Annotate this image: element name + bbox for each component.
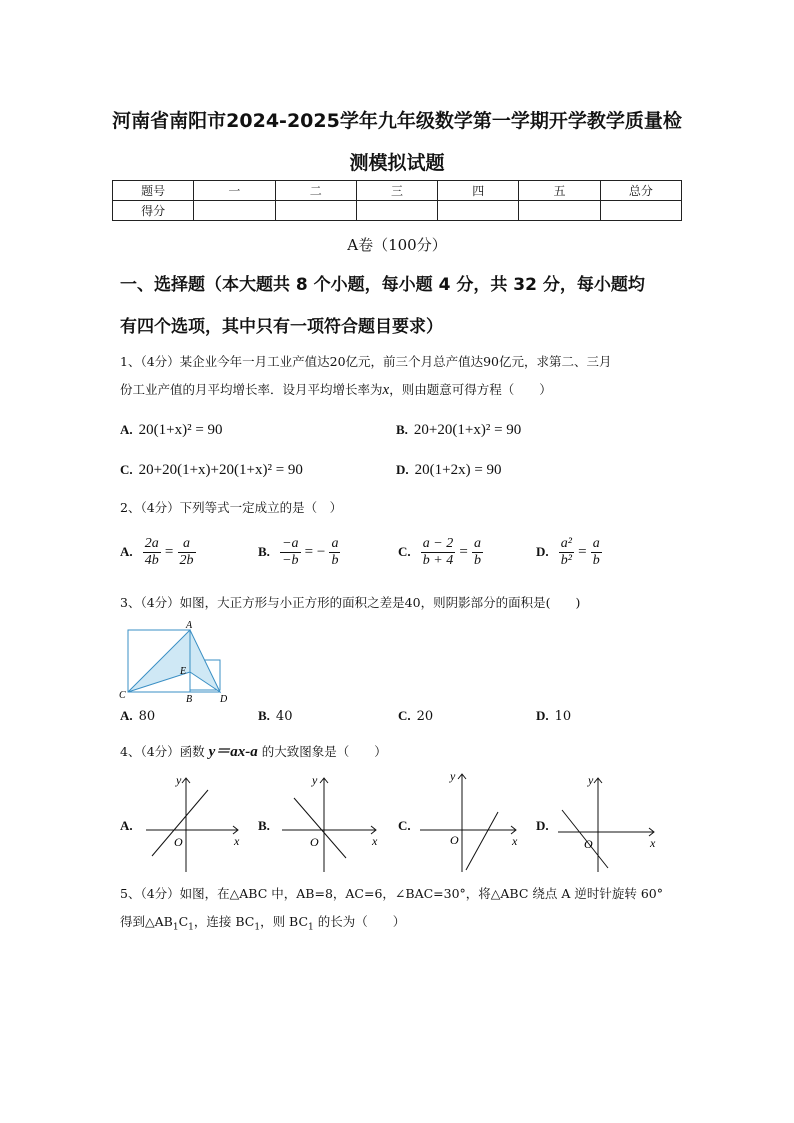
option-value: 40: [275, 709, 293, 724]
y-axis-label: y: [450, 769, 456, 783]
question-1: [120, 348, 680, 404]
numerator: a − 2: [422, 536, 454, 551]
shaded-region-left: [128, 630, 190, 692]
question-1-text-end: ，则由题意可得方程（ ）: [389, 382, 552, 397]
score-input-cell[interactable]: [194, 201, 275, 221]
denominator: 2b: [179, 553, 194, 568]
question-1-text: 份工业产值的月平均增长率．设月平均增长率为: [120, 382, 383, 397]
question-5-text-line1: 5、（4分）如图，在△ABC 中，AB=8，AC=6，∠BAC=30°，将△ABC 绕点 A 逆时针旋转 60°: [120, 886, 663, 901]
score-input-cell[interactable]: [356, 201, 437, 221]
fraction: [559, 536, 574, 569]
fraction: [329, 536, 340, 569]
option-label: A.: [120, 422, 133, 437]
q3-option-a[interactable]: [120, 708, 155, 724]
section-heading-line1: 一、选择题（本大题共 8 个小题，每小题 4 分，共 32 分，每小题均: [120, 275, 645, 295]
option-label: D.: [536, 708, 549, 723]
option-label: C.: [398, 544, 411, 559]
q4-option-a[interactable]: [120, 818, 139, 834]
y-axis-label: y: [588, 773, 594, 787]
x-axis-label: x: [234, 834, 240, 848]
question-5: [120, 880, 680, 942]
question-4-text: 4、（4分）函数: [120, 744, 205, 759]
q5-part: 的长为（ ）: [313, 914, 406, 929]
question-1-text-line2: [120, 376, 680, 404]
question-1-text-line1: 1、（4分）某企业今年一月工业产值达20亿元，前三个月总产值达90亿元，求第二、三月: [120, 354, 612, 369]
question-2-text: 2、（4分）下列等式一定成立的是（ ）: [120, 500, 343, 515]
score-table-score-row: [113, 201, 682, 221]
option-expr: 20+20(1+x)+20(1+x)² = 90: [138, 462, 303, 478]
question-4-text-end: 的大致图象是（ ）: [261, 744, 387, 759]
point-label-b: B: [186, 694, 193, 704]
function-line: [294, 798, 346, 858]
question-3-text: 3、（4分）如图，大正方形与小正方形的面积之差是40，则阴影部分的面积是( ): [120, 595, 581, 610]
score-cell: 一: [194, 181, 275, 201]
option-label: B.: [396, 422, 408, 437]
score-input-cell[interactable]: [600, 201, 681, 221]
point-label-d: D: [220, 694, 228, 704]
option-label: D.: [536, 818, 549, 833]
shaded-region-right: [190, 630, 220, 692]
score-cell: 五: [519, 181, 600, 201]
denominator: b: [473, 553, 481, 568]
option-label: A.: [120, 708, 133, 723]
y-axis-label: y: [312, 773, 318, 787]
origin-label: O: [584, 837, 593, 851]
option-label: B.: [258, 708, 270, 723]
point-label-c: C: [119, 690, 126, 701]
numerator: a²: [560, 536, 572, 551]
variable-x: x: [382, 382, 390, 398]
q3-option-d[interactable]: [536, 708, 571, 724]
q1-option-c[interactable]: [120, 462, 303, 479]
score-cell: 三: [356, 181, 437, 201]
score-cell: 二: [275, 181, 356, 201]
q1-option-a[interactable]: [120, 422, 223, 439]
option-value: 80: [138, 709, 156, 724]
score-cell: 总分: [600, 181, 681, 201]
x-axis-label: x: [650, 836, 656, 850]
option-expr: 20(1+x)² = 90: [138, 422, 223, 438]
point-label-a: A: [186, 620, 193, 631]
q3-squares-figure: [118, 618, 236, 704]
function-line: [466, 812, 498, 870]
q2-option-b[interactable]: B. $\frac{-a}{-b}$ = − $\frac{a}{b}$: [258, 536, 339, 568]
option-label: A.: [120, 818, 133, 833]
numerator: a: [331, 536, 339, 551]
numerator: a: [473, 536, 481, 551]
q3-option-b[interactable]: [258, 708, 292, 724]
option-label: B.: [258, 544, 270, 559]
numerator: a: [592, 536, 600, 551]
option-label: A.: [120, 544, 133, 559]
q2-option-c[interactable]: C. $\frac{a - 2}{b + 4}$ = $\frac{a}{b}$: [398, 536, 481, 568]
x-axis-label: x: [512, 834, 518, 848]
numerator: −a: [282, 536, 299, 551]
option-label: C.: [398, 818, 411, 833]
denominator: b: [331, 553, 339, 568]
y-axis-label: y: [176, 773, 182, 787]
section-heading-line2: 有四个选项，其中只有一项符合题目要求）: [120, 317, 443, 337]
subscript: 1: [188, 922, 194, 933]
numerator: a: [178, 536, 196, 553]
score-table-header-row: [113, 181, 682, 201]
q5-part: C: [178, 914, 189, 929]
function-expression: y＝ax-a: [208, 744, 258, 760]
q4-graph-d: [554, 770, 664, 876]
q4-graph-b: [276, 770, 386, 876]
q5-part: ，连接 BC: [193, 914, 255, 929]
score-cell: 四: [438, 181, 519, 201]
q4-graph-a: [138, 770, 248, 876]
q4-option-c[interactable]: [398, 818, 417, 834]
option-expr: 20+20(1+x)² = 90: [413, 422, 522, 438]
denominator: b + 4: [422, 553, 454, 568]
option-expr: 20(1+2x) = 90: [414, 462, 502, 478]
q5-part: 得到△AB: [120, 914, 173, 929]
score-input-cell[interactable]: [519, 201, 600, 221]
origin-label: O: [174, 835, 183, 849]
fraction: [280, 536, 300, 569]
denominator: b²: [560, 553, 572, 568]
denominator: b: [592, 553, 600, 568]
page-title-line1: 河南省南阳市2024-2025学年九年级数学第一学期开学教学质量检: [112, 110, 682, 132]
point-label-e: E: [180, 666, 187, 677]
q1-option-d[interactable]: [396, 462, 502, 479]
q2-option-d[interactable]: D. $\frac{\text{a²}}{\text{b²}}$ = $\frac{a}{b}$: [536, 536, 600, 568]
denominator: −b: [282, 553, 299, 568]
option-label: B.: [258, 818, 270, 833]
option-label: C.: [398, 708, 411, 723]
fraction: [421, 536, 455, 569]
score-input-cell[interactable]: [438, 201, 519, 221]
subscript: 1: [172, 922, 179, 933]
fraction: [143, 536, 161, 569]
x-axis-label: x: [372, 834, 378, 848]
origin-label: O: [450, 833, 459, 847]
q3-option-c[interactable]: [398, 708, 433, 724]
option-value: 20: [416, 709, 434, 724]
page-title-line2: 测模拟试题: [349, 152, 445, 174]
score-input-cell[interactable]: [275, 201, 356, 221]
volume-heading: A卷（100分）: [347, 236, 447, 254]
score-cell: 得分: [113, 201, 194, 221]
fraction: [178, 536, 196, 569]
q5-part: ，则 BC: [260, 914, 309, 929]
option-label: D.: [396, 462, 409, 477]
question-5-text-line2: [120, 908, 680, 942]
q4-graph-c: [416, 766, 526, 876]
subscript: 1: [254, 922, 261, 933]
numerator: 2a: [144, 536, 159, 551]
denominator: 4b: [144, 553, 159, 568]
option-value: 10: [554, 709, 572, 724]
origin-label: O: [310, 835, 319, 849]
score-table: [112, 180, 682, 221]
fraction: [472, 536, 483, 569]
q1-option-b[interactable]: [396, 422, 521, 439]
fraction: [591, 536, 602, 569]
subscript: 1: [308, 922, 314, 933]
q4-option-b[interactable]: [258, 818, 276, 834]
score-cell: 题号: [113, 181, 194, 201]
question-4: [120, 738, 680, 766]
q2-option-a[interactable]: A. $\frac{2a}{4b}$ = $\frac{a}{2b}$: [120, 536, 194, 568]
option-label: D.: [536, 544, 549, 559]
option-label: C.: [120, 462, 133, 477]
q4-option-d[interactable]: [536, 818, 555, 834]
